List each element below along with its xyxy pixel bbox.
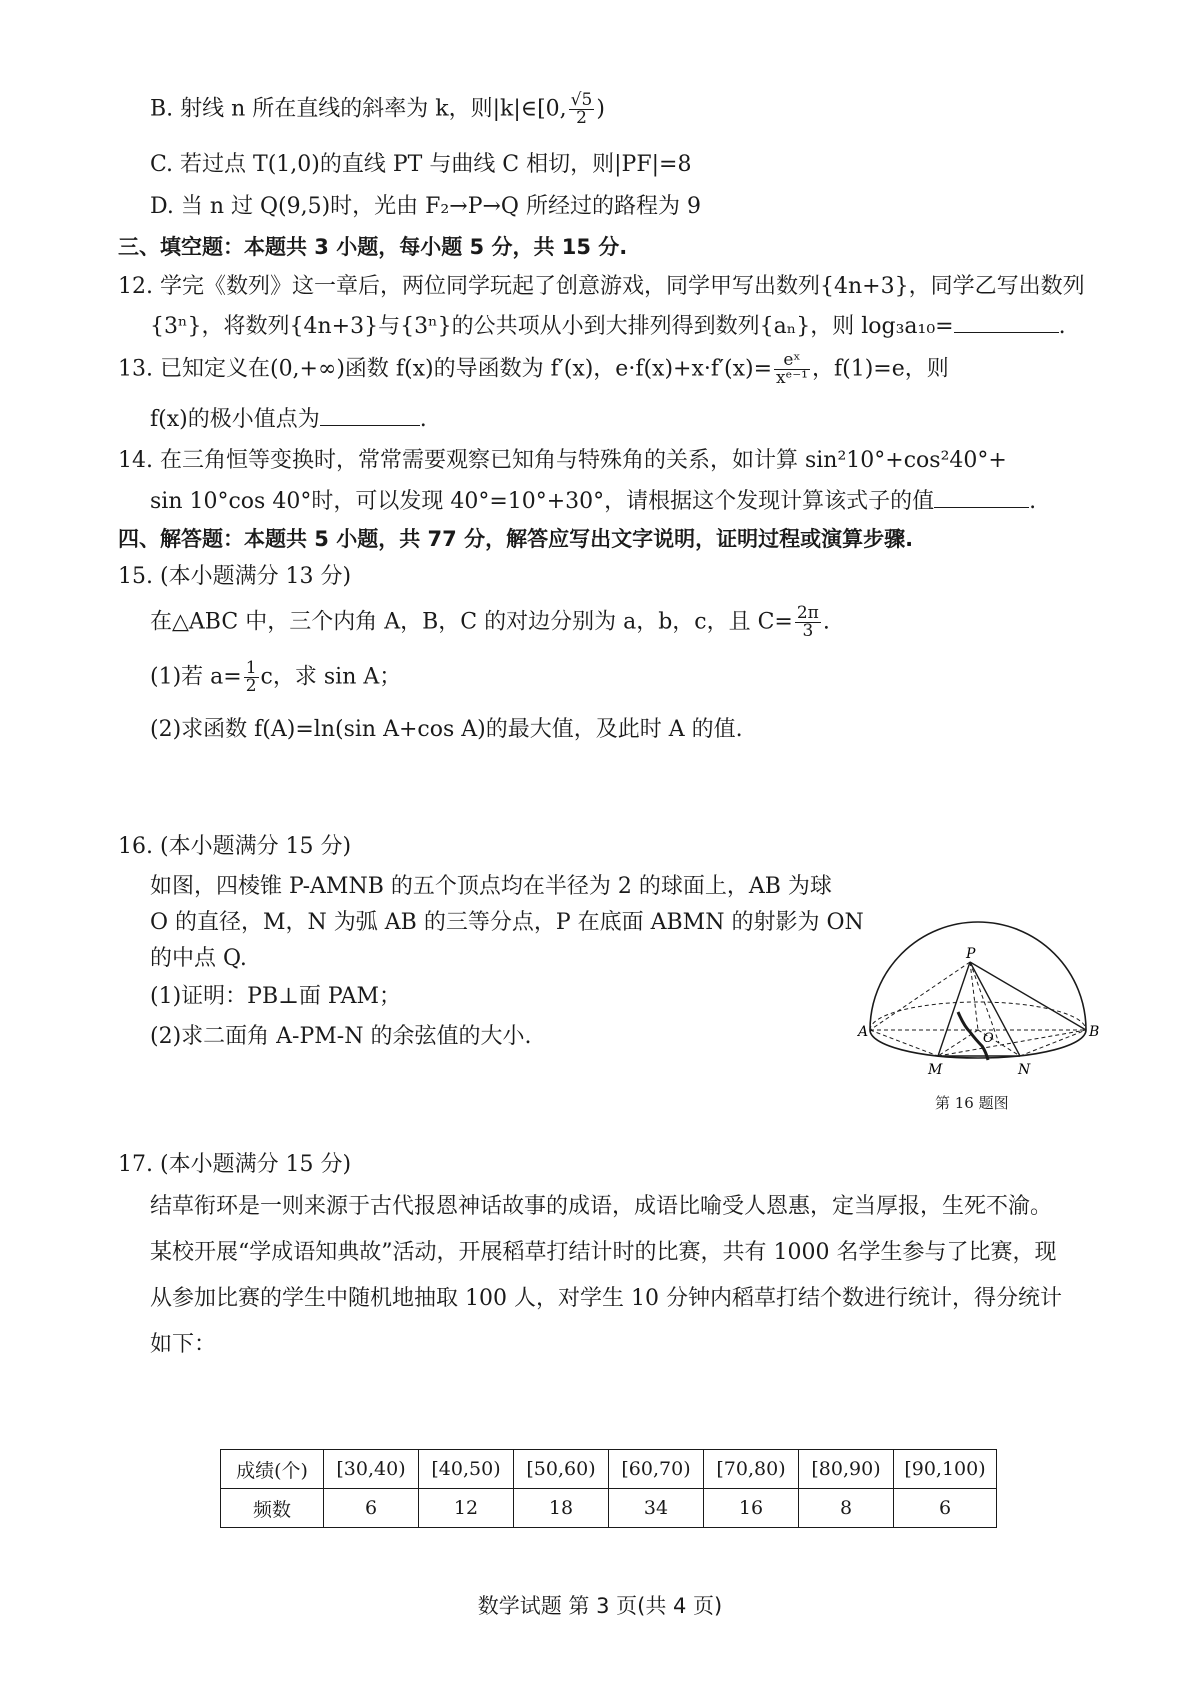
q16-line2: O 的直径，M，N 为弧 AB 的三等分点，P 在底面 ABMN 的射影为 ON: [150, 910, 864, 935]
fraction-denominator: 3: [802, 621, 814, 641]
q12-line2-text: {3ⁿ}，将数列{4n+3}与{3ⁿ}的公共项从小到大排列得到数列{aₙ}，则 log₃a₁₀=: [150, 314, 954, 339]
q16-part2: (2)求二面角 A-PM-N 的余弦值的大小.: [150, 1024, 532, 1049]
q14-line2-text: sin 10°cos 40°时，可以发现 40°=10°+30°，请根据这个发现计算该式子的值: [150, 489, 935, 514]
fraction-numerator: 1: [245, 658, 257, 678]
q15-title: 15. (本小题满分 13 分): [118, 564, 352, 589]
q17-line1: 结草衔环是一则来源于古代报恩神话故事的成语，成语比喻受人恩惠，定当厚报，生死不渝。: [150, 1194, 1053, 1219]
fraction-numerator: √5: [570, 90, 593, 110]
segment-mb: [938, 1030, 1086, 1056]
q14-line1: 14. 在三角恒等变换时，常常需要观察已知角与特殊角的关系，如计算 sin²10°+cos²40°+: [118, 448, 1007, 473]
answer-blank-q14: [934, 487, 1029, 508]
table-cell: [80,90): [799, 1450, 894, 1489]
q12-line2: [150, 312, 1066, 342]
q16-part1: (1)证明：PB⊥面 PAM；: [150, 984, 402, 1009]
label-a: A: [858, 1024, 869, 1040]
q17-line3: 从参加比赛的学生中随机地抽取 100 人，对学生 10 分钟内稻草打结个数进行统计，得分统计: [150, 1286, 1062, 1311]
table-cell: 34: [609, 1489, 704, 1528]
q13-line1-b: ，f(1)=e，则: [812, 356, 949, 382]
edge-am: [870, 1030, 938, 1056]
label-o: O: [983, 1031, 994, 1046]
label-n: N: [1018, 1062, 1031, 1078]
q13-line1: [118, 352, 949, 387]
option-c: C. 若过点 T(1,0)的直线 PT 与曲线 C 相切，则|PF|=8: [150, 152, 692, 177]
label-p: P: [966, 946, 976, 962]
fraction-numerator: 2π: [796, 603, 819, 623]
fraction-denominator: xᵉ⁻¹: [776, 368, 808, 388]
table-cell: [70,80): [704, 1450, 799, 1489]
table-cell: 16: [704, 1489, 799, 1528]
q16-figure-caption: 第 16 题图: [935, 1094, 1009, 1112]
section-4-heading: 四、解答题：本题共 5 小题，共 77 分，解答应写出文字说明，证明过程或演算步骤.: [118, 527, 914, 551]
score-table: [220, 1449, 997, 1528]
table-cell: [90,100): [894, 1450, 997, 1489]
q16-line1: 如图，四棱锥 P-AMNB 的五个顶点均在半径为 2 的球面上，AB 为球: [150, 874, 832, 899]
q15-part1-b: c，求 sin A；: [260, 664, 402, 690]
q15-part2: (2)求函数 f(A)=ln(sin A+cos A)的最大值，及此时 A 的值.: [150, 717, 743, 742]
q17-line2: 某校开展“学成语知典故”活动，开展稻草打结计时的比赛，共有 1000 名学生参与了比赛，现: [150, 1240, 1057, 1265]
q15-stem-a: 在△ABC 中，三个内角 A，B，C 的对边分别为 a，b，c，且 C=: [150, 609, 793, 635]
option-b-text: B. 射线 n 所在直线的斜率为 k，则|k|∈[0,: [150, 96, 567, 122]
q13-end: .: [419, 407, 427, 432]
q15-part1: [150, 660, 401, 695]
label-m: M: [928, 1062, 943, 1078]
table-row: [221, 1489, 997, 1528]
q17-line4: 如下：: [150, 1332, 217, 1357]
q16-line3: 的中点 Q.: [150, 946, 247, 971]
label-b: B: [1089, 1024, 1100, 1040]
table-cell: 18: [514, 1489, 609, 1528]
q15-stem-fraction: [795, 605, 821, 640]
fraction-denominator: 2: [245, 676, 257, 696]
option-d: D. 当 n 过 Q(9,5)时，光由 F₂→P→Q 所经过的路程为 9: [150, 194, 701, 219]
table-cell: 6: [324, 1489, 419, 1528]
table-cell: 频数: [221, 1489, 324, 1528]
table-cell: 12: [419, 1489, 514, 1528]
q15-stem-b: .: [822, 609, 830, 635]
option-b-tail: ): [596, 96, 605, 122]
q15-part1-fraction: [244, 660, 259, 695]
q15-part1-a: (1)若 a=: [150, 664, 242, 690]
answer-blank-q12: [954, 312, 1059, 333]
table-cell: [40,50): [419, 1450, 514, 1489]
q16-title: 16. (本小题满分 15 分): [118, 834, 352, 859]
table-cell: [30,40): [324, 1450, 419, 1489]
q13-line1-a: 13. 已知定义在(0,+∞)函数 f(x)的导函数为 f′(x)，e·f(x)+x·f′(x)=: [118, 356, 773, 382]
edge-nb: [1020, 1030, 1086, 1056]
q13-fraction: [774, 352, 810, 387]
table-cell: 8: [799, 1489, 894, 1528]
edge-pm: [938, 962, 970, 1056]
q17-title: 17. (本小题满分 15 分): [118, 1152, 352, 1177]
q15-stem: [150, 605, 830, 640]
answer-blank-q13: [320, 405, 420, 426]
q14-end: .: [1029, 489, 1037, 514]
table-cell: 6: [894, 1489, 997, 1528]
q12-line1: 12. 学完《数列》这一章后，两位同学玩起了创意游戏，同学甲写出数列{4n+3}，同学乙写出数列: [118, 274, 1085, 299]
q14-line2: [150, 487, 1036, 517]
option-b-fraction: [569, 92, 595, 127]
table-cell: [60,70): [609, 1450, 704, 1489]
q16-figure: [858, 910, 1098, 1110]
edge-pa: [870, 962, 970, 1030]
page-footer: 数学试题 第 3 页(共 4 页): [477, 1594, 723, 1618]
table-header-row: [221, 1450, 997, 1489]
table-cell: 成绩(个): [221, 1450, 324, 1489]
q13-line2-text: f(x)的极小值点为: [150, 407, 320, 432]
table-cell: [50,60): [514, 1450, 609, 1489]
fraction-numerator: eˣ: [774, 352, 810, 370]
section-3-heading: 三、填空题：本题共 3 小题，每小题 5 分，共 15 分.: [118, 235, 628, 259]
option-b: [150, 92, 605, 127]
q12-end: .: [1058, 314, 1066, 339]
fraction-denominator: 2: [576, 108, 587, 128]
q13-line2: [150, 405, 427, 435]
